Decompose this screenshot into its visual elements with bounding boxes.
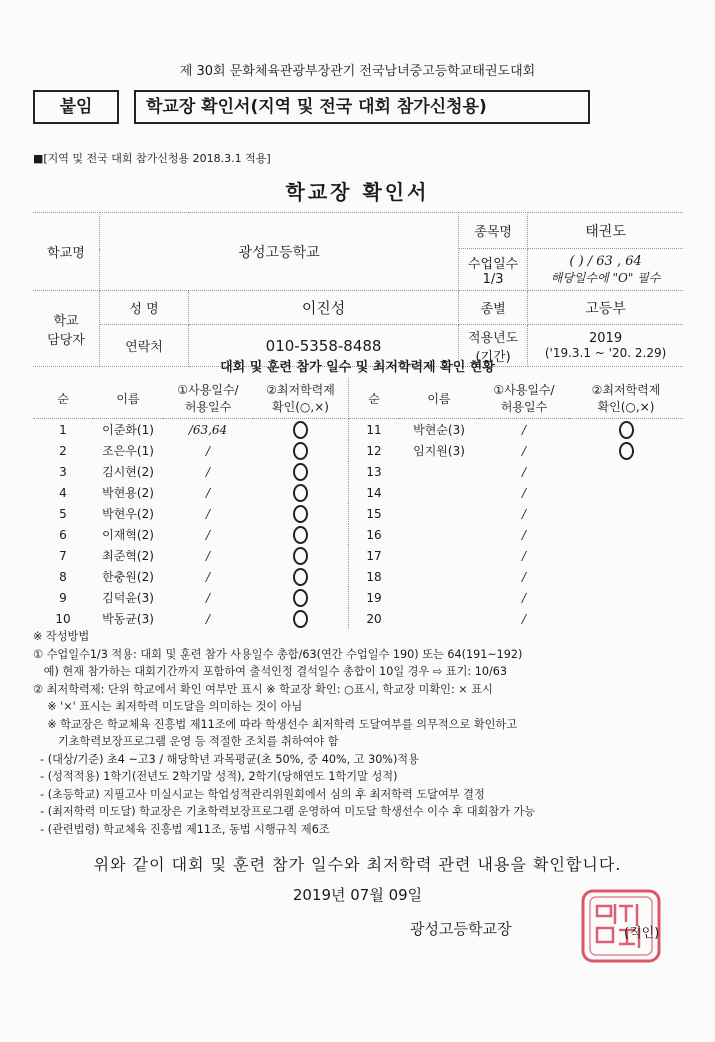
note-line: - (초등학교) 지필고사 미실시교는 학업성적관리위원회에서 심의 후 최저학력 도달여부 결정 — [33, 787, 485, 801]
attachment-tag: 붙임 — [33, 90, 119, 124]
row-no-right: 16 — [366, 527, 382, 542]
participant-name: 김덕윤(3) — [102, 591, 154, 605]
participant-name-right — [399, 482, 479, 503]
check-mark-circle — [293, 442, 308, 460]
days-value: /63,64 — [188, 422, 228, 437]
type-value: 고등부 — [528, 291, 683, 325]
row-no: 7 — [59, 548, 67, 563]
row-no-right: 11 — [366, 422, 382, 437]
min-check — [253, 545, 349, 566]
days-value-right: / — [521, 611, 527, 626]
days-value-right: / — [521, 590, 527, 605]
check-mark-circle — [293, 463, 308, 481]
min-check — [253, 566, 349, 587]
participant-name-right — [399, 566, 479, 587]
row-no: 6 — [59, 527, 67, 542]
note-line: ※ '×' 표시는 최저학력 미도달을 의미하는 것이 아님 — [33, 700, 303, 713]
page-title: 학교장 확인서 — [285, 180, 430, 204]
seal-note: (직인) — [624, 926, 660, 941]
days-value-right: / — [521, 443, 527, 458]
note-line: ※ 작성방법 — [33, 630, 90, 643]
min-check-right — [569, 545, 683, 566]
check-mark-circle — [619, 442, 634, 460]
document-header-title: 학교장 확인서(지역 및 전국 대회 참가신청용) — [134, 90, 590, 124]
min-check-right — [569, 482, 683, 503]
note-line: - (성적적용) 1학기(전년도 2학기말 성적), 2학기(당해연도 1학기말 성적) — [33, 770, 398, 783]
row-no: 4 — [59, 485, 67, 500]
check-mark-circle — [293, 589, 308, 607]
days-value-right: / — [521, 527, 527, 542]
participant-name: 김시현(2) — [102, 465, 154, 479]
row-no-right: 20 — [366, 611, 382, 626]
min-check — [253, 482, 349, 503]
participant-row — [33, 524, 683, 545]
days-value-right: / — [521, 569, 527, 584]
check-mark-circle — [619, 421, 634, 439]
col-min: ②최저학력제 확인(○,×) — [253, 378, 349, 419]
col-days: ①사용일수/ 허용일수 — [163, 378, 253, 419]
col-no-right: 순 — [349, 378, 400, 419]
check-mark-circle — [293, 547, 308, 565]
row-no: 10 — [55, 611, 71, 626]
row-no: 1 — [59, 422, 67, 437]
year-label: 적용년도 (기간) — [459, 325, 528, 367]
days-value: / — [205, 569, 211, 584]
col-name: 이름 — [93, 378, 163, 419]
min-check-right — [569, 503, 683, 524]
contact-value: 010-5358-8488 — [189, 325, 459, 367]
name-label: 성 명 — [100, 291, 189, 325]
note-line: ② 최저학력제: 단위 학교에서 확인 여부만 표시 ※ 학교장 확인: ○표시, 학교장 미확인: × 표시 — [33, 682, 493, 696]
manager-name: 이진성 — [189, 291, 459, 325]
col-min-right: ②최저학력제 확인(○,×) — [569, 378, 683, 419]
days-value: / — [205, 485, 211, 500]
manager-label: 학교 담당자 — [33, 291, 100, 367]
note-line: ① 수업일수1/3 적용: 대회 및 훈련 참가 사용일수 총합/63(연간 수업일수 190) 또는 64(191~192) — [33, 647, 523, 661]
participant-name-right — [399, 545, 479, 566]
participant-name: 박동균(3) — [102, 612, 154, 626]
note-line: 예) 현재 참가하는 대회기간까지 포함하여 출석인정 결석일수 총합이 10일 경우 ⇨ 표기: 10/63 — [33, 665, 507, 678]
check-mark-circle — [293, 421, 308, 439]
confirmation-statement: 위와 같이 대회 및 훈련 참가 일수와 최저학력 관련 내용을 확인합니다. — [93, 855, 622, 874]
check-mark-circle — [293, 505, 308, 523]
days-value: / — [205, 590, 211, 605]
contact-label: 연락처 — [100, 325, 189, 367]
type-label: 종별 — [459, 291, 528, 325]
section-title: 대회 및 훈련 참가 일수 및 최저학력제 확인 현황 — [220, 360, 495, 375]
participant-name-right — [399, 608, 479, 629]
participant-name: 이재혁(2) — [102, 528, 154, 542]
participant-name-right — [399, 587, 479, 608]
note-line: ※ 학교장은 학교체육 진흥법 제11조에 따라 학생선수 최저학력 도달여부를 의무적으로 확인하고 — [33, 717, 518, 731]
participant-row — [33, 440, 683, 461]
event-label: 종목명 — [459, 213, 528, 249]
note-line: - (관련법령) 학교체육 진흥법 제11조, 동법 시행규칙 제6조 — [33, 822, 330, 836]
col-name-right: 이름 — [399, 378, 479, 419]
min-check-right — [569, 524, 683, 545]
participant-row — [33, 545, 683, 566]
year-value: 2019 ('19.3.1 ~ '20. 2.29) — [528, 325, 683, 367]
row-no: 9 — [59, 590, 67, 605]
participant-row — [33, 503, 683, 524]
min-check — [253, 440, 349, 461]
participant-row — [33, 482, 683, 503]
min-check — [253, 461, 349, 482]
signer-name: 광성고등학교장 — [410, 920, 512, 938]
min-check — [253, 503, 349, 524]
event-value: 태권도 — [528, 213, 683, 249]
participant-name-right — [399, 503, 479, 524]
participant-name-right — [399, 461, 479, 482]
days-value: / — [205, 611, 211, 626]
col-days-right: ①사용일수/ 허용일수 — [479, 378, 569, 419]
school-info-table — [33, 212, 683, 367]
row-no: 2 — [59, 443, 67, 458]
days-value: ( ) / 63 , 64 해당일수에 "O" 필수 — [528, 249, 683, 291]
school-name: 광성고등학교 — [100, 213, 459, 291]
writing-instructions — [33, 628, 693, 838]
days-value-right: / — [521, 422, 527, 437]
min-check-right — [569, 566, 683, 587]
min-check — [253, 524, 349, 545]
days-value-right: / — [521, 506, 527, 521]
participant-name-right — [399, 524, 479, 545]
row-no: 3 — [59, 464, 67, 479]
participant-name: 최준혁(2) — [102, 549, 154, 563]
min-check-right — [569, 461, 683, 482]
row-no-right: 14 — [366, 485, 382, 500]
min-check — [253, 587, 349, 608]
min-check — [253, 419, 349, 441]
days-label: 수업일수 1/3 — [459, 249, 528, 291]
min-check-right — [569, 440, 683, 461]
participant-name-right: 임지원(3) — [413, 444, 465, 458]
participant-name: 박현용(2) — [102, 486, 154, 500]
event-heading: 제 30회 문화체육관광부장관기 전국남녀중고등학교태권도대회 — [179, 64, 536, 79]
days-value: / — [205, 506, 211, 521]
days-value: / — [205, 443, 211, 458]
note-line: 기초학력보장프로그램 운영 등 적절한 조치를 취하여야 함 — [33, 735, 339, 748]
participants-table — [33, 378, 683, 629]
days-value-right: / — [521, 464, 527, 479]
days-value-right: / — [521, 548, 527, 563]
min-check-right — [569, 419, 683, 441]
min-check — [253, 608, 349, 629]
col-no: 순 — [33, 378, 93, 419]
participants-header — [33, 378, 683, 419]
days-value: / — [205, 527, 211, 542]
days-value: / — [205, 548, 211, 563]
row-no-right: 18 — [366, 569, 382, 584]
participant-row — [33, 608, 683, 629]
row-no-right: 17 — [366, 548, 382, 563]
check-mark-circle — [293, 484, 308, 502]
note-line: - (대상/기준) 초4 ~고3 / 해당학년 과목평균(초 50%, 중 40%, 고 30%)적용 — [33, 752, 419, 766]
row-no-right: 15 — [366, 506, 382, 521]
participant-row — [33, 461, 683, 482]
row-no-right: 13 — [366, 464, 382, 479]
days-value-right: / — [521, 485, 527, 500]
note-line: - (최저학력 미도달) 학교장은 기초학력보장프로그램 운영하여 미도달 학생선수 이수 후 대회참가 가능 — [33, 805, 536, 818]
check-mark-circle — [293, 526, 308, 544]
apply-note: ■[지역 및 전국 대회 참가신청용 2018.3.1 적용] — [33, 152, 271, 165]
participant-name: 박현우(2) — [102, 507, 154, 521]
check-mark-circle — [293, 610, 308, 628]
min-check-right — [569, 587, 683, 608]
min-check-right — [569, 608, 683, 629]
participant-row — [33, 566, 683, 587]
participant-name: 조은우(1) — [102, 444, 154, 458]
row-no-right: 12 — [366, 443, 382, 458]
participant-row — [33, 419, 683, 441]
row-no: 8 — [59, 569, 67, 584]
row-no: 5 — [59, 506, 67, 521]
participant-row — [33, 587, 683, 608]
check-mark-circle — [293, 568, 308, 586]
participant-name-right: 박현순(3) — [413, 423, 465, 437]
days-value: / — [205, 464, 211, 479]
row-no-right: 19 — [366, 590, 382, 605]
participant-name: 이준화(1) — [102, 423, 154, 437]
participant-name: 한충원(2) — [102, 570, 154, 584]
document-date: 2019년 07월 09일 — [292, 886, 423, 904]
school-label: 학교명 — [33, 213, 100, 291]
